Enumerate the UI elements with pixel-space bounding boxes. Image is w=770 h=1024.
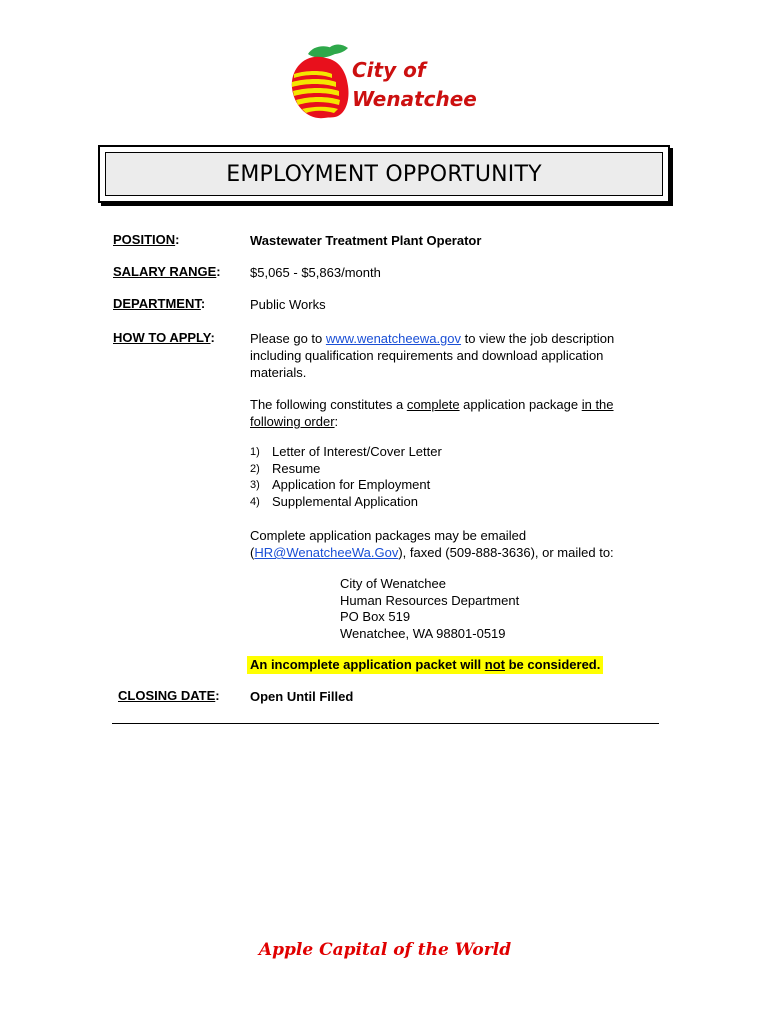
footer-slogan: Apple Capital of the World (258, 940, 512, 960)
department-value: Public Works (250, 297, 326, 312)
required-documents-list (250, 444, 442, 510)
salary-label: SALARY RANGE: (113, 264, 221, 279)
closing-label: CLOSING DATE: (118, 688, 220, 703)
city-logo (286, 40, 486, 125)
list-item: 4) Supplemental Application (250, 493, 418, 509)
department-label: DEPARTMENT: (113, 296, 206, 311)
closing-value: Open Until Filled (250, 689, 354, 704)
divider (112, 723, 659, 724)
position-value: Wastewater Treatment Plant Operator (250, 233, 482, 248)
website-link[interactable]: www.wenatcheewa.gov (325, 331, 462, 346)
package-text: The following constitutes a complete application package in the following order: (250, 397, 614, 429)
mailing-address: City of Wenatchee Human Resources Department PO Box 519 Wenatchee, WA 98801-0519 (340, 576, 520, 641)
list-item: 2) Resume (250, 460, 321, 476)
list-item: 3) Application for Employment (250, 477, 431, 492)
incomplete-warning: An incomplete application packet will not be considered. (247, 656, 603, 674)
apply-intro: Please go to www.wenatcheewa.gov to view the job description including qualification requirements and download application materials. (250, 331, 615, 380)
logo-line-1: City of (352, 58, 426, 82)
page-title: EMPLOYMENT OPPORTUNITY (226, 161, 542, 187)
list-item: 1) Letter of Interest/Cover Letter (250, 444, 442, 459)
apply-label: HOW TO APPLY: (113, 330, 215, 345)
salary-value: $5,065 - $5,863/month (250, 265, 381, 280)
title-banner (98, 145, 670, 203)
submit-instructions: Complete application packages may be emailed (HR@WenatcheeWa.Gov), faxed (509-888-3636), or mailed to: (250, 528, 614, 560)
position-label: POSITION: (113, 232, 180, 247)
email-link[interactable]: HR@WenatcheeWa.Gov (254, 545, 399, 560)
logo-line-2: Wenatchee (352, 87, 477, 111)
